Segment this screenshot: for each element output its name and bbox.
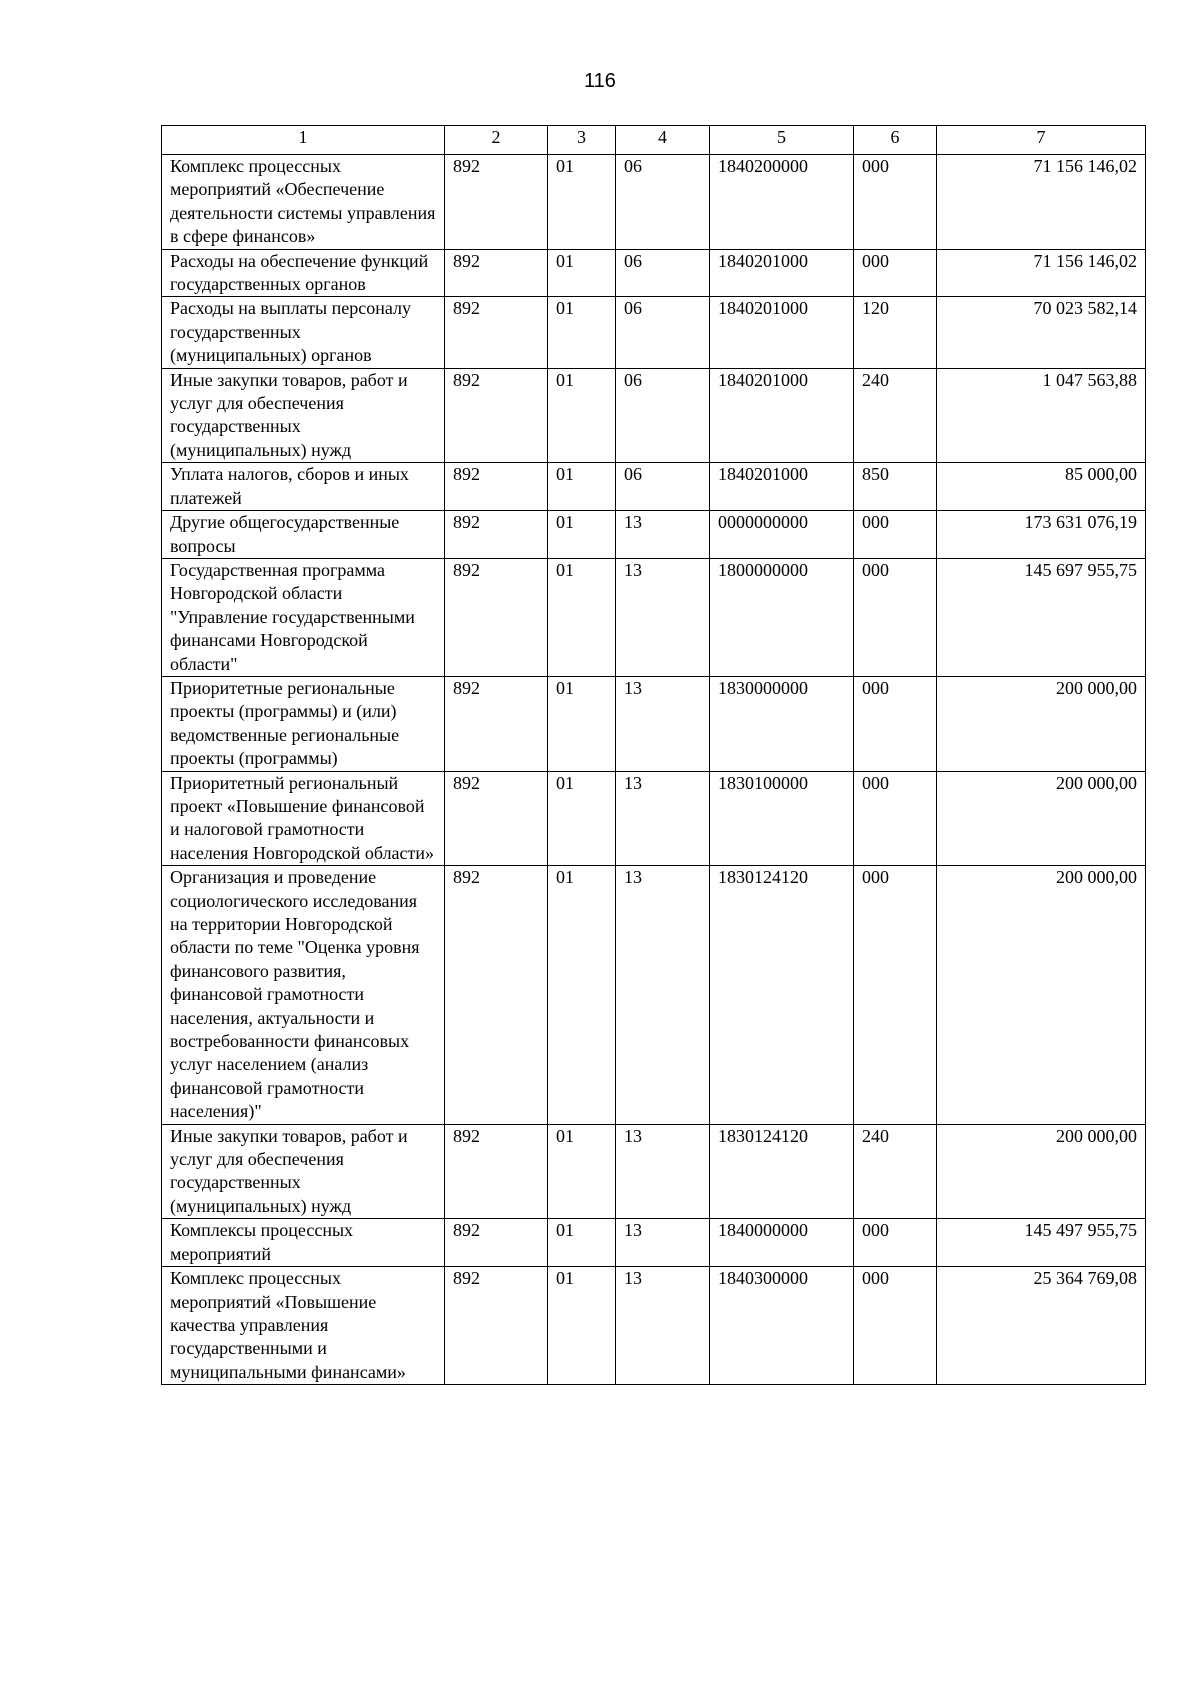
expense-type-code-cell: 000 — [854, 558, 937, 676]
ministry-code-cell: 892 — [445, 866, 548, 1124]
amount-cell: 200 000,00 — [937, 771, 1146, 866]
item-name-cell: Приоритетные региональные проекты (программы) и (или) ведомственные региональные проекты (программы) — [162, 676, 445, 771]
subsection-code-cell: 13 — [616, 511, 710, 559]
table-body — [162, 155, 1146, 1385]
subsection-code-cell: 13 — [616, 558, 710, 676]
page-number: 116 — [584, 70, 616, 92]
column-header: 7 — [937, 126, 1146, 155]
subsection-code-cell: 06 — [616, 249, 710, 297]
expense-type-code-cell: 000 — [854, 155, 937, 250]
item-name-cell: Иные закупки товаров, работ и услуг для обеспечения государственных (муниципальных) нужд — [162, 1124, 445, 1219]
column-header: 3 — [548, 126, 616, 155]
header-row — [162, 126, 1146, 155]
target-article-code-cell: 1830124120 — [710, 866, 854, 1124]
subsection-code-cell: 13 — [616, 771, 710, 866]
table-row — [162, 1219, 1146, 1267]
amount-cell: 200 000,00 — [937, 676, 1146, 771]
target-article-code-cell: 1840201000 — [710, 463, 854, 511]
amount-cell: 71 156 146,02 — [937, 155, 1146, 250]
section-code-cell: 01 — [548, 1267, 616, 1385]
ministry-code-cell: 892 — [445, 249, 548, 297]
ministry-code-cell: 892 — [445, 463, 548, 511]
amount-cell: 71 156 146,02 — [937, 249, 1146, 297]
section-code-cell: 01 — [548, 463, 616, 511]
table-row — [162, 155, 1146, 250]
ministry-code-cell: 892 — [445, 771, 548, 866]
section-code-cell: 01 — [548, 558, 616, 676]
expense-type-code-cell: 000 — [854, 1267, 937, 1385]
table-row — [162, 249, 1146, 297]
table-row — [162, 558, 1146, 676]
item-name-cell: Государственная программа Новгородской области "Управление государственными финансами Новгородской области" — [162, 558, 445, 676]
table-row — [162, 511, 1146, 559]
target-article-code-cell: 1830124120 — [710, 1124, 854, 1219]
subsection-code-cell: 13 — [616, 866, 710, 1124]
section-code-cell: 01 — [548, 155, 616, 250]
table-row — [162, 676, 1146, 771]
item-name-cell: Комплексы процессных мероприятий — [162, 1219, 445, 1267]
table-row — [162, 368, 1146, 463]
subsection-code-cell: 13 — [616, 676, 710, 771]
item-name-cell: Организация и проведение социологического исследования на территории Новгородской области по теме "Оценка уровня финансового развития, финансовой грамотности населения, актуальности и востребованности финансовых услуг населением (анализ финансовой грамотности населения)" — [162, 866, 445, 1124]
subsection-code-cell: 06 — [616, 463, 710, 511]
ministry-code-cell: 892 — [445, 511, 548, 559]
expense-type-code-cell: 000 — [854, 249, 937, 297]
table-row — [162, 297, 1146, 368]
table-row — [162, 771, 1146, 866]
column-header: 1 — [162, 126, 445, 155]
target-article-code-cell: 1840201000 — [710, 368, 854, 463]
amount-cell: 145 697 955,75 — [937, 558, 1146, 676]
item-name-cell: Комплекс процессных мероприятий «Повышение качества управления государственными и муниципальными финансами» — [162, 1267, 445, 1385]
item-name-cell: Другие общегосударственные вопросы — [162, 511, 445, 559]
target-article-code-cell: 1840300000 — [710, 1267, 854, 1385]
expense-type-code-cell: 120 — [854, 297, 937, 368]
section-code-cell: 01 — [548, 368, 616, 463]
item-name-cell: Расходы на выплаты персоналу государственных (муниципальных) органов — [162, 297, 445, 368]
target-article-code-cell: 1830000000 — [710, 676, 854, 771]
target-article-code-cell: 1840201000 — [710, 297, 854, 368]
table-row — [162, 1267, 1146, 1385]
subsection-code-cell: 13 — [616, 1124, 710, 1219]
section-code-cell: 01 — [548, 511, 616, 559]
expense-type-code-cell: 000 — [854, 771, 937, 866]
amount-cell: 25 364 769,08 — [937, 1267, 1146, 1385]
section-code-cell: 01 — [548, 1124, 616, 1219]
ministry-code-cell: 892 — [445, 676, 548, 771]
expense-type-code-cell: 850 — [854, 463, 937, 511]
expense-type-code-cell: 000 — [854, 676, 937, 771]
column-header: 2 — [445, 126, 548, 155]
amount-cell: 1 047 563,88 — [937, 368, 1146, 463]
table-row — [162, 1124, 1146, 1219]
ministry-code-cell: 892 — [445, 1124, 548, 1219]
column-header: 5 — [710, 126, 854, 155]
item-name-cell: Иные закупки товаров, работ и услуг для обеспечения государственных (муниципальных) нужд — [162, 368, 445, 463]
subsection-code-cell: 06 — [616, 155, 710, 250]
ministry-code-cell: 892 — [445, 1267, 548, 1385]
item-name-cell: Комплекс процессных мероприятий «Обеспечение деятельности системы управления в сфере финансов» — [162, 155, 445, 250]
amount-cell: 173 631 076,19 — [937, 511, 1146, 559]
target-article-code-cell: 1840000000 — [710, 1219, 854, 1267]
expense-type-code-cell: 000 — [854, 1219, 937, 1267]
target-article-code-cell: 1830100000 — [710, 771, 854, 866]
target-article-code-cell: 1840200000 — [710, 155, 854, 250]
section-code-cell: 01 — [548, 866, 616, 1124]
subsection-code-cell: 06 — [616, 297, 710, 368]
expense-type-code-cell: 000 — [854, 866, 937, 1124]
subsection-code-cell: 13 — [616, 1219, 710, 1267]
table-row — [162, 866, 1146, 1124]
item-name-cell: Приоритетный региональный проект «Повышение финансовой и налоговой грамотности населения Новгородской области» — [162, 771, 445, 866]
ministry-code-cell: 892 — [445, 1219, 548, 1267]
item-name-cell: Расходы на обеспечение функций государственных органов — [162, 249, 445, 297]
section-code-cell: 01 — [548, 676, 616, 771]
section-code-cell: 01 — [548, 297, 616, 368]
expense-type-code-cell: 000 — [854, 511, 937, 559]
amount-cell: 70 023 582,14 — [937, 297, 1146, 368]
amount-cell: 145 497 955,75 — [937, 1219, 1146, 1267]
ministry-code-cell: 892 — [445, 155, 548, 250]
budget-table — [161, 125, 1146, 1385]
target-article-code-cell: 1840201000 — [710, 249, 854, 297]
column-header: 4 — [616, 126, 710, 155]
expense-type-code-cell: 240 — [854, 368, 937, 463]
target-article-code-cell: 1800000000 — [710, 558, 854, 676]
amount-cell: 200 000,00 — [937, 866, 1146, 1124]
section-code-cell: 01 — [548, 1219, 616, 1267]
target-article-code-cell: 0000000000 — [710, 511, 854, 559]
item-name-cell: Уплата налогов, сборов и иных платежей — [162, 463, 445, 511]
amount-cell: 200 000,00 — [937, 1124, 1146, 1219]
ministry-code-cell: 892 — [445, 297, 548, 368]
section-code-cell: 01 — [548, 771, 616, 866]
subsection-code-cell: 06 — [616, 368, 710, 463]
ministry-code-cell: 892 — [445, 558, 548, 676]
subsection-code-cell: 13 — [616, 1267, 710, 1385]
table-row — [162, 463, 1146, 511]
expense-type-code-cell: 240 — [854, 1124, 937, 1219]
ministry-code-cell: 892 — [445, 368, 548, 463]
column-header: 6 — [854, 126, 937, 155]
amount-cell: 85 000,00 — [937, 463, 1146, 511]
section-code-cell: 01 — [548, 249, 616, 297]
